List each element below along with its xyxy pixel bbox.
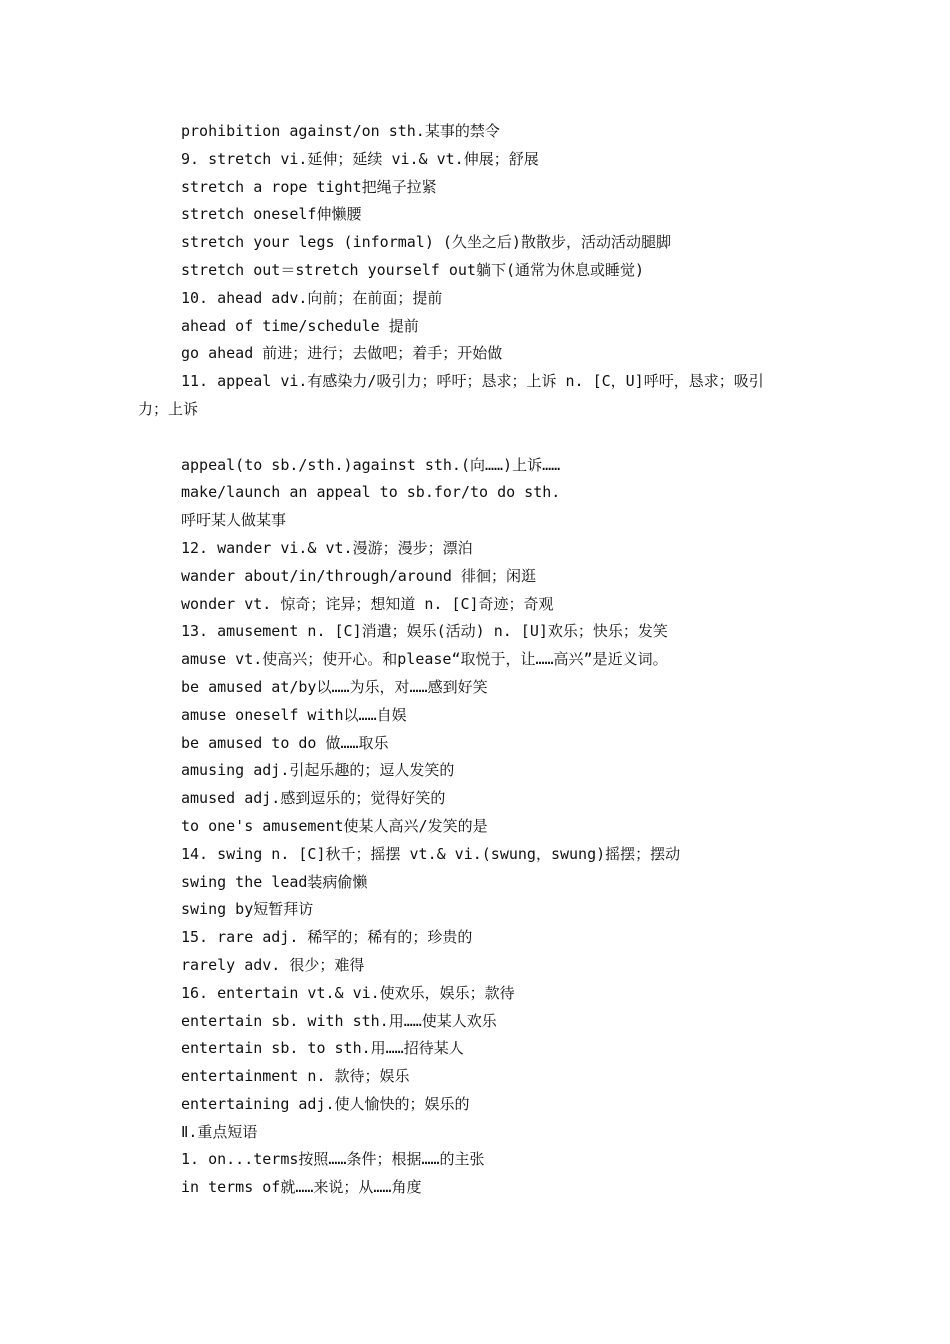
entry-rare: 15. rare adj. 稀罕的；稀有的；珍贵的 [181,928,473,947]
entry-appeal [138,368,818,424]
text-line: stretch oneself伸懒腰 [181,205,362,224]
text-line: be amused at/by以……为乐，对……感到好笑 [181,677,488,696]
text-line: wonder vt. 惊奇；诧异；想知道 n. [C]奇迹；奇观 [181,594,554,613]
vocabulary-notes [138,118,818,1202]
text-line: prohibition against/on sth.某事的禁令 [181,122,500,140]
entry-ahead: 10. ahead adv.向前；在前面；提前 [181,288,443,307]
text-line: entertain sb. to sth.用……招待某人 [181,1039,464,1058]
entry-wander: 12. wander vi.& vt.漫游；漫步；漂泊 [181,538,473,557]
text-line: entertainment n. 款待；娱乐 [181,1067,410,1086]
text-line: amusing adj.引起乐趣的；逗人发笑的 [181,761,455,780]
spacer [138,424,818,452]
section-heading: Ⅱ.重点短语 [181,1122,258,1141]
text-line: stretch your legs (informal) (久坐之后)散散步，活动活动腿脚 [181,233,671,252]
text-line: amused adj.感到逗乐的；觉得好笑的 [181,789,446,808]
text-line: rarely adv. 很少；难得 [181,955,365,974]
text-line: stretch a rope tight把绳子拉紧 [181,177,437,196]
text-line: appeal(to sb./sth.)against sth.(向……)上诉…… [181,455,561,474]
text-line: entertaining adj.使人愉快的；娱乐的 [181,1094,470,1113]
text-line: in terms of就……来说；从……角度 [181,1178,422,1197]
text-line: entertain sb. with sth.用……使某人欢乐 [181,1011,497,1030]
entry-appeal-continuation: 力；上诉 [138,399,199,418]
text-line: wander about/in/through/around 徘徊；闲逛 [181,566,536,585]
text-line: be amused to do 做……取乐 [181,733,389,752]
text-line: swing the lead装病偷懒 [181,872,368,891]
text-line: make/launch an appeal to sb.for/to do sth. [181,483,561,502]
text-line: amuse oneself with以……自娱 [181,705,407,724]
text-line: to one's amusement使某人高兴/发笑的是 [181,816,488,835]
text-line: go ahead 前进；进行；去做吧；着手；开始做 [181,344,503,363]
entry-entertain: 16. entertain vt.& vi.使欢乐，娱乐；款待 [181,983,515,1002]
entry-amusement: 13. amusement n. [C]消遣；娱乐(活动) n. [U]欢乐；快乐；发笑 [181,622,668,641]
text-line: amuse vt.使高兴；使开心。和please“取悦于，让……高兴”是近义词。 [181,650,668,669]
text-line: swing by短暂拜访 [181,900,314,919]
phrase-on-terms: 1. on...terms按照……条件；根据……的主张 [181,1150,485,1169]
entry-swing: 14. swing n. [C]秋千；摇摆 vt.& vi.(swung，swung)摇摆；摆动 [181,844,681,863]
entry-stretch: 9. stretch vi.延伸；延续 vi.& vt.伸展；舒展 [181,149,539,168]
text-line: ahead of time/schedule 提前 [181,316,419,335]
text-line: stretch out＝stretch yourself out躺下(通常为休息或睡觉) [181,260,645,279]
text-line: 呼吁某人做某事 [181,511,287,530]
entry-appeal-text: 11. appeal vi.有感染力/吸引力；呼吁；恳求；上诉 n. [C，U]呼吁，恳求；吸引 [181,372,764,391]
